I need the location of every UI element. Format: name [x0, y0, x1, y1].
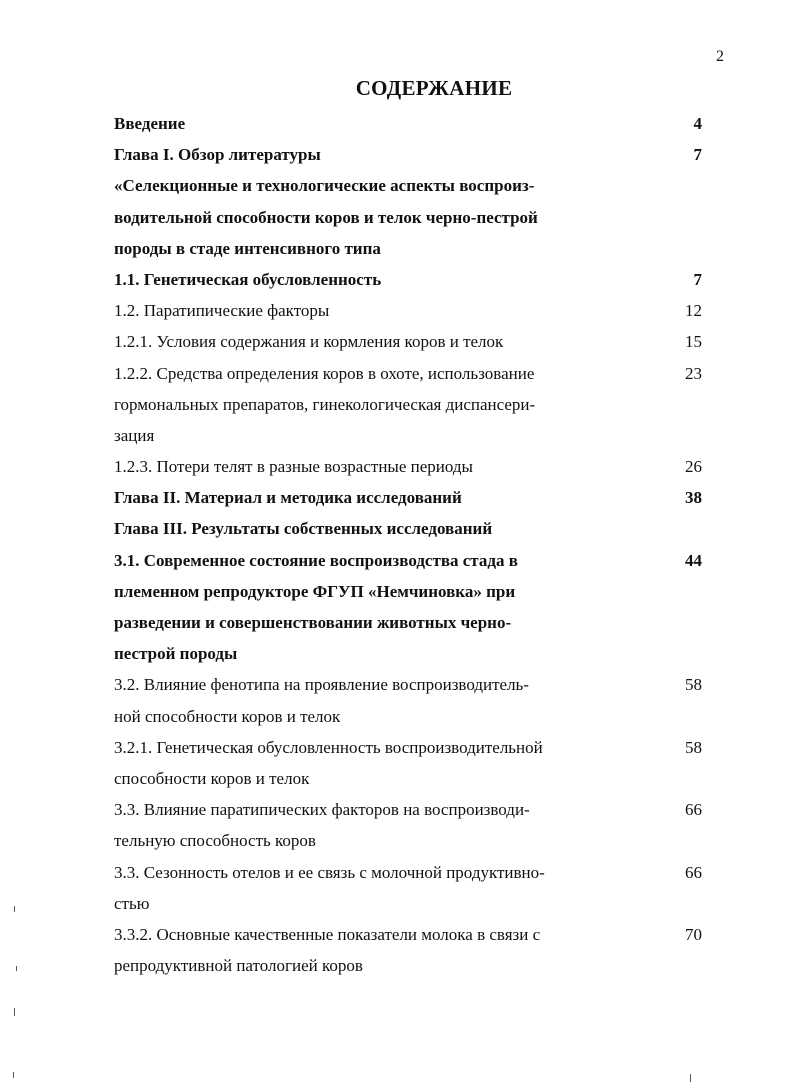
toc-entry	[114, 794, 714, 856]
toc-entry	[114, 545, 714, 670]
toc-entry-line: 3.3. Сезонность отелов и ее связь с молочной продуктивно-	[114, 862, 545, 882]
page-title: СОДЕРЖАНИЕ	[355, 76, 513, 100]
toc-entry-page-number: 66	[685, 800, 702, 820]
toc-entry-line: стью	[114, 893, 150, 913]
toc-entry-line: племенном репродукторе ФГУП «Немчиновка» при	[114, 581, 516, 601]
toc-entry-page-number: 70	[685, 924, 702, 944]
toc-entry-line: водительной способности коров и телок черно-пестрой	[114, 207, 538, 227]
toc-entry-page-number: 4	[693, 114, 702, 133]
toc-entry	[114, 108, 714, 139]
toc-entry-page-number: 23	[685, 363, 702, 383]
toc-entry-page-number: 58	[685, 737, 702, 757]
toc-entry-line: 3.3.2. Основные качественные показатели молока в связи с	[114, 924, 541, 944]
toc-entry-line: 1.2.2. Средства определения коров в охоте, использование	[114, 363, 535, 383]
toc-entry-page-number: 7	[693, 145, 702, 165]
toc-entry-line: 1.2.3. Потери телят в разные возрастные периоды	[114, 457, 473, 477]
toc-entry-page-number: 7	[693, 269, 702, 289]
scan-speck	[14, 1008, 15, 1016]
toc-entry-page-number: 44	[685, 550, 702, 570]
toc-entry-line: породы в стаде интенсивного типа	[114, 238, 381, 258]
toc-entry-line: способности коров и телок	[114, 768, 310, 788]
toc-entry-line: 1.2.1. Условия содержания и кормления коров и телок	[114, 332, 504, 352]
toc-entry-page-number: 38	[685, 488, 702, 508]
toc-entry-line: гормональных препаратов, гинекологическая диспансери-	[114, 394, 536, 414]
toc-entry-line: ной способности коров и телок	[114, 706, 341, 726]
toc-entry	[114, 170, 714, 264]
toc-entry-page-number: 26	[685, 457, 702, 477]
toc-entry-line: 3.3. Влияние паратипических факторов на воспроизводи-	[114, 800, 530, 820]
toc-entry-line: 3.1. Современное состояние воспроизводства стада в	[114, 550, 518, 570]
toc-entry-line: зация	[114, 425, 155, 445]
toc-entry-line: «Селекционные и технологические аспекты воспроиз-	[114, 176, 535, 196]
toc-entry	[114, 513, 714, 544]
scan-speck	[14, 906, 15, 912]
toc-entry	[114, 358, 714, 452]
toc-entry	[114, 451, 714, 482]
scan-speck	[13, 1072, 14, 1078]
toc-entry-line: пестрой породы	[114, 644, 238, 664]
toc-entry-page-number: 15	[685, 332, 702, 352]
toc-entry	[114, 669, 714, 731]
scan-speck	[16, 966, 17, 971]
toc-entry-line: 3.2. Влияние фенотипа на проявление воспроизводитель-	[114, 675, 529, 695]
toc-entry	[114, 326, 714, 357]
toc-entry-page-number: 66	[685, 862, 702, 882]
toc-entry	[114, 264, 714, 295]
toc-entry-line: репродуктивной патологией коров	[114, 956, 363, 976]
toc-entry	[114, 139, 714, 170]
toc-entry-line: Глава III. Результаты собственных исследований	[114, 519, 493, 539]
page-number: 2	[716, 48, 724, 65]
toc-entry-line: 1.1. Генетическая обусловленность	[114, 269, 382, 289]
toc-entry	[114, 857, 714, 919]
toc-entry-line: Глава II. Материал и методика исследований	[114, 488, 462, 508]
toc-entry-line: Введение	[114, 114, 186, 133]
toc-entry	[114, 919, 714, 981]
toc-entry	[114, 295, 714, 326]
toc-entry	[114, 482, 714, 513]
toc-entry-line: разведении и совершенствовании животных черно-	[114, 613, 512, 632]
toc-entry-line: 3.2.1. Генетическая обусловленность воспроизводительной	[114, 737, 543, 757]
toc-entry	[114, 732, 714, 794]
toc-entry-page-number: 12	[685, 301, 702, 321]
toc-entry-page-number: 58	[685, 675, 702, 695]
toc-entry-line: Глава I. Обзор литературы	[114, 145, 321, 165]
scan-speck	[690, 1074, 691, 1082]
toc-entry-line: тельную способность коров	[114, 831, 316, 851]
table-of-contents	[114, 108, 714, 981]
toc-entry-line: 1.2. Паратипические факторы	[114, 301, 330, 321]
